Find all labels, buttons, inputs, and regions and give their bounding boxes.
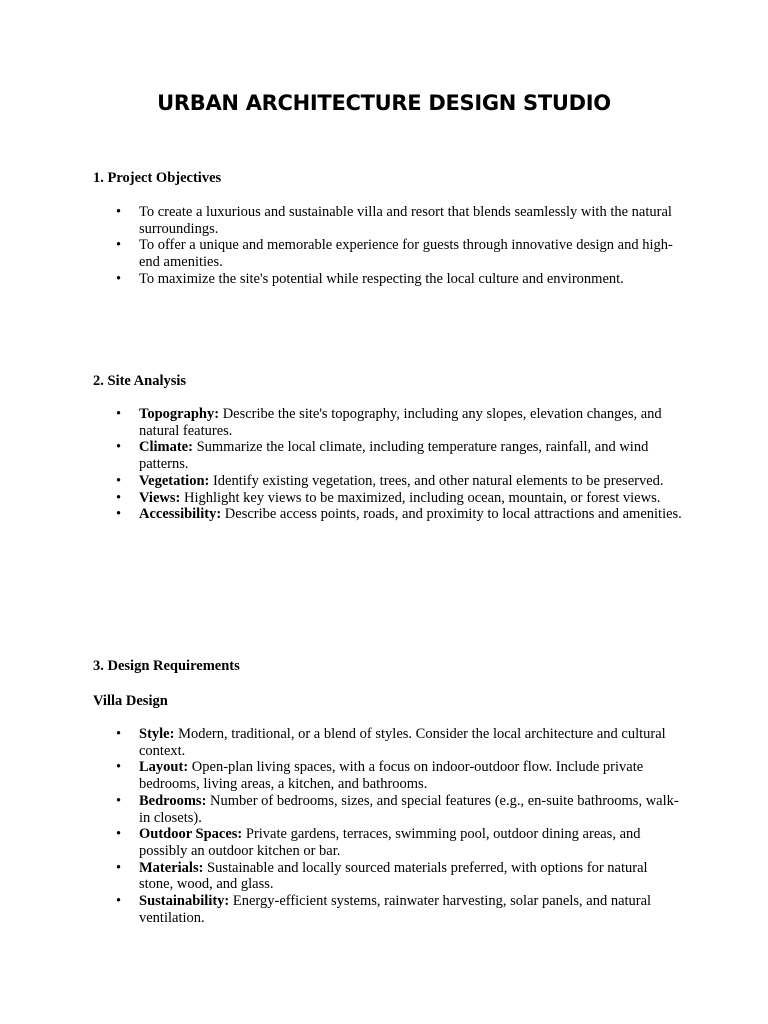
bullet-icon: • xyxy=(116,859,122,876)
list-item xyxy=(93,860,683,893)
page-title: URBAN ARCHITECTURE DESIGN STUDIO xyxy=(157,91,611,115)
list-item-term: Outdoor Spaces: xyxy=(139,826,243,843)
list-item-term: Sustainability: xyxy=(139,893,230,910)
list-item xyxy=(93,893,683,926)
list-item-text: Sustainable and locally sourced materials preferred, with options for natural stone, wood, and glass. xyxy=(139,859,648,893)
site-analysis-list xyxy=(93,406,683,523)
list-item-text: Modern, traditional, or a blend of styles. Consider the local architecture and cultural context. xyxy=(139,726,666,759)
list-item-text: Private gardens, terraces, swimming pool, outdoor dining areas, and possibly an outdoor kitchen or bar. xyxy=(139,826,641,859)
list-item-term: Materials: xyxy=(139,859,204,876)
bullet-icon: • xyxy=(116,439,122,456)
list-item-text: To maximize the site's potential while respecting the local culture and environment. xyxy=(139,270,624,287)
section-heading-site-analysis: 2. Site Analysis xyxy=(93,373,187,389)
list-item-term: Vegetation: xyxy=(139,472,210,489)
bullet-icon: • xyxy=(116,472,122,489)
section-heading-design-requirements: 3. Design Requirements xyxy=(93,658,240,674)
list-item-term: Bedrooms: xyxy=(139,792,207,809)
design-requirements-list xyxy=(93,726,683,926)
list-item xyxy=(93,473,683,490)
bullet-icon: • xyxy=(116,506,122,523)
subheading-villa-design: Villa Design xyxy=(93,693,168,709)
list-item xyxy=(93,237,683,270)
list-item xyxy=(93,826,683,859)
bullet-icon: • xyxy=(116,792,122,809)
list-item-term: Accessibility: xyxy=(139,506,222,523)
list-item xyxy=(93,726,683,759)
bullet-icon: • xyxy=(116,270,122,287)
section-heading-objectives: 1. Project Objectives xyxy=(93,170,222,186)
list-item-term: Views: xyxy=(139,489,181,506)
list-item-text: To offer a unique and memorable experience for guests through innovative design and high-end amenities. xyxy=(139,237,673,271)
list-item-term: Style: xyxy=(139,726,175,742)
bullet-icon: • xyxy=(116,406,122,422)
list-item-text: Describe access points, roads, and proximity to local attractions and amenities. xyxy=(221,506,682,523)
bullet-icon: • xyxy=(116,726,122,742)
list-item xyxy=(93,490,683,507)
list-item xyxy=(93,793,683,826)
list-item-text: Describe the site's topography, including any slopes, elevation changes, and natural features. xyxy=(139,406,662,439)
bullet-icon: • xyxy=(116,893,122,910)
list-item-term: Climate: xyxy=(139,439,193,456)
list-item xyxy=(93,506,683,523)
list-item xyxy=(93,759,683,792)
list-item xyxy=(93,406,683,439)
list-item xyxy=(93,204,683,237)
list-item-text: Number of bedrooms, sizes, and special features (e.g., en-suite bathrooms, walk-in closets). xyxy=(139,792,679,826)
bullet-icon: • xyxy=(116,826,122,843)
list-item-text: Identify existing vegetation, trees, and other natural elements to be preserved. xyxy=(209,472,664,489)
list-item-text: Summarize the local climate, including temperature ranges, rainfall, and wind patterns. xyxy=(139,439,649,473)
list-item-term: Layout: xyxy=(139,759,189,776)
list-item-text: Open-plan living spaces, with a focus on indoor-outdoor flow. Include private bedrooms, living areas, a kitchen, and bathrooms. xyxy=(139,759,644,793)
bullet-icon: • xyxy=(116,489,122,506)
list-item-term: Topography: xyxy=(139,406,220,422)
list-item xyxy=(93,439,683,472)
bullet-icon: • xyxy=(116,237,122,254)
list-item-text: To create a luxurious and sustainable villa and resort that blends seamlessly with the natural surroundings. xyxy=(139,204,672,237)
list-item xyxy=(93,271,683,288)
list-item-text: Highlight key views to be maximized, including ocean, mountain, or forest views. xyxy=(180,489,661,506)
list-item-text: Energy-efficient systems, rainwater harvesting, solar panels, and natural ventilation. xyxy=(139,893,652,926)
bullet-icon: • xyxy=(116,204,122,220)
objectives-list xyxy=(93,204,683,288)
bullet-icon: • xyxy=(116,759,122,776)
